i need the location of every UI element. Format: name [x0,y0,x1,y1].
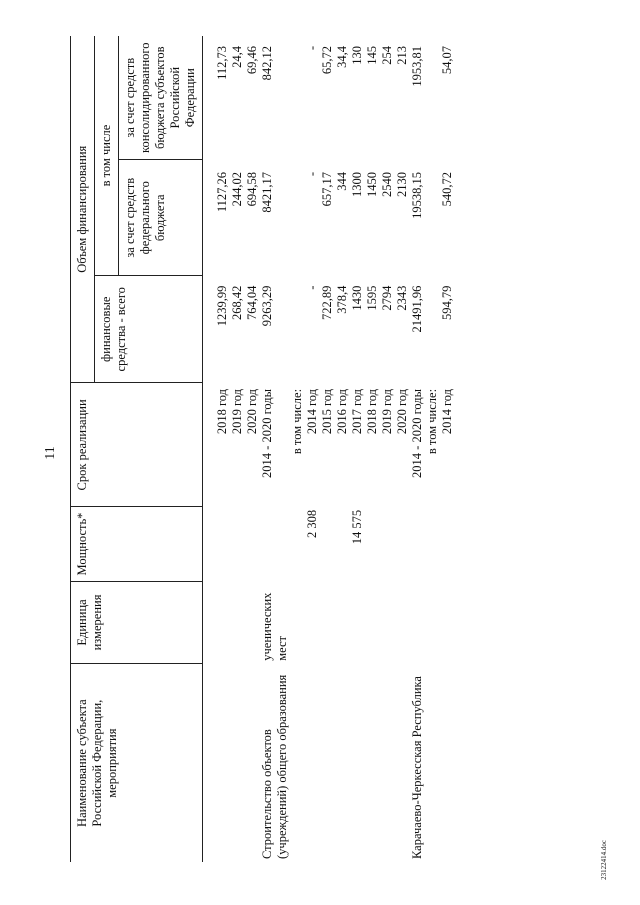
cell-regional: 254 [380,46,394,65]
cell-capacity [230,507,245,581]
table-row [245,36,260,862]
cell-period: 2017 год [350,388,364,435]
cell-name [365,664,380,862]
cell-unit [335,581,350,664]
cell-name: Строительство объектов (учреждений) общего образования [260,674,289,859]
cell-period: 2018 год [215,388,229,435]
cell-capacity [425,507,440,581]
cell-unit [245,581,260,664]
cell-period: 2014 год [440,388,454,435]
table-row [260,36,290,862]
cell-name [380,664,395,862]
cell-regional: 145 [365,46,379,65]
header-total: финансовые средства - всего [95,276,203,383]
cell-regional [290,36,305,160]
cell-unit [380,581,395,664]
cell-total: 268,42 [230,285,244,320]
spacer-row [203,36,216,862]
cell-unit: ученических мест [260,592,289,661]
cell-capacity [290,507,305,581]
footer-filename: 23122414.doc [600,840,608,880]
cell-name [215,664,230,862]
cell-name [320,664,335,862]
cell-total: 1430 [350,285,364,311]
cell-capacity [335,507,350,581]
cell-regional: 54,07 [440,46,454,75]
cell-unit [215,581,230,664]
table-row [350,36,365,862]
cell-total: 378,4 [335,285,349,314]
header-federal: за счет средств федерального бюджета [119,160,203,276]
cell-unit [395,581,410,664]
cell-capacity [410,507,425,581]
cell-regional: - [305,46,319,51]
header-unit: Единица измерения [71,581,203,664]
cell-name [335,664,350,862]
cell-regional: 65,72 [320,46,334,75]
cell-federal: 1450 [365,171,379,197]
cell-unit [305,581,320,664]
cell-regional: 1953,81 [410,46,424,87]
cell-federal: 2130 [395,171,409,197]
cell-capacity: 2 308 [305,509,319,538]
cell-period: 2015 год [320,388,334,435]
table-row [290,36,305,862]
header-name: Наименование субъекта Российской Федерации, мероприятия [71,664,203,862]
cell-federal: 694,58 [245,171,259,207]
cell-capacity: 14 575 [350,509,364,545]
cell-name [245,664,260,862]
cell-regional: 213 [395,46,409,65]
cell-unit [410,581,425,664]
cell-period: 2020 год [245,388,259,435]
cell-name: Карачаево-Черкесская Республика [410,676,424,859]
cell-federal: 344 [335,171,349,191]
table-row [380,36,395,862]
cell-capacity [380,507,395,581]
cell-capacity [395,507,410,581]
header-including: в том числе [95,36,119,276]
cell-period: 2018 год [365,388,379,435]
cell-capacity [365,507,380,581]
cell-period: в том числе: [425,388,439,455]
cell-capacity [245,507,260,581]
table-row [230,36,245,862]
cell-federal: 1127,26 [215,171,229,213]
cell-regional: 842,12 [260,46,274,81]
table-row [335,36,350,862]
cell-federal: 8421,17 [260,171,274,213]
cell-name [395,664,410,862]
page-number: 11 [43,446,58,460]
cell-total: 594,79 [440,285,454,320]
table-row [365,36,380,862]
cell-total: 9263,29 [260,285,274,327]
cell-regional: 24,4 [230,46,244,68]
cell-regional [425,36,440,160]
cell-regional: 69,46 [245,46,259,75]
cell-period: 2019 год [380,388,394,435]
cell-federal: 1300 [350,171,364,197]
cell-total: 2794 [380,285,394,311]
cell-period: 2014 год [305,388,319,435]
table-row [440,36,455,862]
rotated-table-container [70,36,590,862]
cell-total: 1239,99 [215,285,229,327]
cell-capacity [260,507,290,581]
cell-unit [350,581,365,664]
cell-total: 1595 [365,285,379,311]
header-regional: за счет средств консолидированного бюджета субъектов Российской Федерации [119,36,203,160]
cell-total: - [305,285,319,290]
header-period: Срок реализации [71,383,203,507]
cell-federal [425,160,440,276]
cell-name [350,664,365,862]
cell-federal: 2540 [380,171,394,197]
cell-federal: - [305,171,319,177]
header-capacity: Мощность* [71,507,203,581]
cell-total: 722,89 [320,285,334,320]
cell-total [290,276,305,383]
cell-capacity [215,507,230,581]
cell-period: 2014 - 2020 годы [410,388,424,478]
cell-period: 2020 год [395,388,409,435]
cell-federal: 540,72 [440,171,454,207]
cell-federal: 244,02 [230,171,244,207]
cell-regional: 112,73 [215,46,229,80]
cell-capacity [320,507,335,581]
cell-total: 21491,96 [410,285,424,333]
cell-federal: 19538,15 [410,171,424,219]
cell-unit [290,581,305,664]
table-row [215,36,230,862]
cell-total [425,276,440,383]
funding-table [70,36,455,862]
cell-name [290,664,305,862]
cell-total: 2343 [395,285,409,311]
cell-unit [440,581,455,664]
cell-federal: 657,17 [320,171,334,207]
cell-unit [230,581,245,664]
cell-federal [290,160,305,276]
cell-name [305,664,320,862]
cell-capacity [440,507,455,581]
cell-period: 2016 год [335,388,349,435]
header-funding: Объем финансирования [71,36,95,383]
table-header [71,36,203,862]
cell-name [425,664,440,862]
table-row [410,36,425,862]
table-row [305,36,320,862]
cell-name [440,664,455,862]
cell-unit [320,581,335,664]
cell-period: 2014 - 2020 годы [260,388,274,478]
cell-total: 764,04 [245,285,259,320]
table-body [203,36,456,862]
cell-regional: 34,4 [335,46,349,68]
cell-unit [425,581,440,664]
cell-regional: 130 [350,46,364,65]
table-row [320,36,335,862]
cell-unit [365,581,380,664]
table-row [395,36,410,862]
table-row [425,36,440,862]
cell-name [230,664,245,862]
cell-period: 2019 год [230,388,244,435]
cell-period: в том числе: [290,388,304,455]
